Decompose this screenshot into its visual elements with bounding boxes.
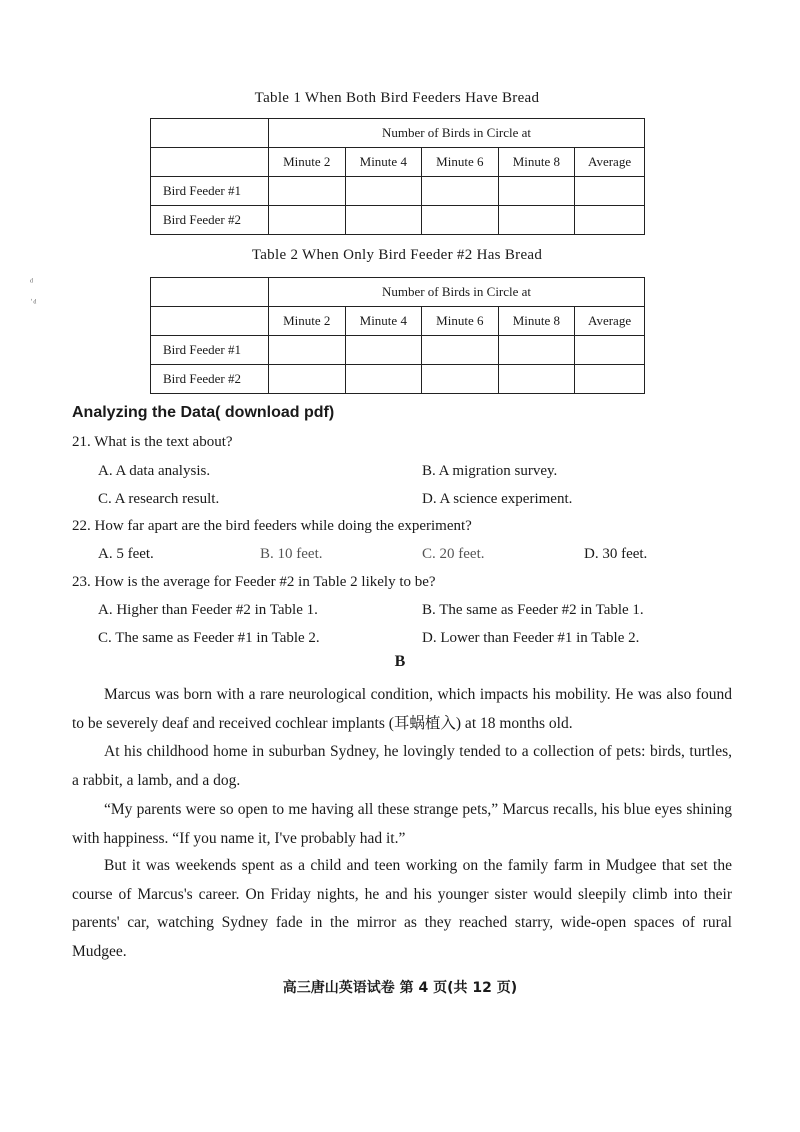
question-option: C. 20 feet. bbox=[422, 546, 485, 562]
question-option: D. 30 feet. bbox=[584, 546, 648, 562]
table2-col-header: Average bbox=[575, 307, 645, 336]
table1 bbox=[150, 118, 645, 235]
table-cell bbox=[269, 206, 346, 235]
table2-col-header: Minute 4 bbox=[345, 307, 422, 336]
question-option: C. The same as Feeder #1 in Table 2. bbox=[98, 630, 320, 646]
table1-corner bbox=[151, 119, 269, 148]
margin-mark: ᵈ bbox=[30, 277, 34, 288]
passage-paragraph: But it was weekends spent as a child and teen working on the family farm in Mudgee that set the course of Marcus's career. On Friday nights, he and his younger sister would sleepily climb into their parents' car, watching Sydney fade in the mirror as they reached starry, wide-open spaces of rural Mudgee. bbox=[72, 857, 732, 960]
table2-col-header: Minute 2 bbox=[269, 307, 346, 336]
table-cell bbox=[345, 177, 422, 206]
table1-row-label: Bird Feeder #1 bbox=[151, 177, 269, 206]
table1-row-label: Bird Feeder #2 bbox=[151, 206, 269, 235]
table1-col-header: Minute 6 bbox=[422, 148, 499, 177]
table2-row-label: Bird Feeder #1 bbox=[151, 336, 269, 365]
question-option: D. A science experiment. bbox=[422, 491, 573, 507]
table-cell bbox=[269, 177, 346, 206]
table-cell bbox=[498, 206, 575, 235]
table-cell bbox=[575, 206, 645, 235]
table-cell bbox=[498, 177, 575, 206]
passage-paragraph: At his childhood home in suburban Sydney, he lovingly tended to a collection of pets: birds, turtles, a rabbit, a lamb, and a dog. bbox=[72, 743, 732, 789]
table1-corner-2 bbox=[151, 148, 269, 177]
table-cell bbox=[575, 365, 645, 394]
table-cell bbox=[498, 365, 575, 394]
table2-row-label: Bird Feeder #2 bbox=[151, 365, 269, 394]
table2-col-header: Minute 8 bbox=[498, 307, 575, 336]
margin-mark: ˈᵈ bbox=[30, 298, 37, 309]
question-option: A. A data analysis. bbox=[98, 463, 211, 479]
table1-group-header: Number of Birds in Circle at bbox=[269, 119, 645, 148]
table2-group-header: Number of Birds in Circle at bbox=[269, 278, 645, 307]
question-stem: 21. What is the text about? bbox=[72, 434, 233, 450]
table2-col-header: Minute 6 bbox=[422, 307, 499, 336]
table-cell bbox=[498, 336, 575, 365]
question-option: B. A migration survey. bbox=[422, 463, 558, 479]
table-cell bbox=[345, 206, 422, 235]
table2-corner-2 bbox=[151, 307, 269, 336]
section-heading: Analyzing the Data( download pdf) bbox=[72, 404, 335, 421]
question-option: B. The same as Feeder #2 in Table 1. bbox=[422, 602, 644, 618]
passage-paragraph: “My parents were so open to me having all these strange pets,” Marcus recalls, his blue eyes shining with happiness. “If you name it, I've probably had it.” bbox=[72, 801, 732, 847]
table-cell bbox=[422, 336, 499, 365]
question-option: D. Lower than Feeder #1 in Table 2. bbox=[422, 630, 640, 646]
table-cell bbox=[422, 177, 499, 206]
table2-caption: Table 2 When Only Bird Feeder #2 Has Bread bbox=[251, 247, 543, 263]
table-cell bbox=[575, 177, 645, 206]
question-option: C. A research result. bbox=[98, 491, 220, 507]
table1-col-header: Average bbox=[575, 148, 645, 177]
table1-col-header: Minute 4 bbox=[345, 148, 422, 177]
table-cell bbox=[422, 206, 499, 235]
page-footer: 高三唐山英语试卷 第 4 页(共 12 页) bbox=[282, 980, 518, 996]
table-cell bbox=[422, 365, 499, 394]
table-cell bbox=[269, 336, 346, 365]
passage-paragraph: Marcus was born with a rare neurological condition, which impacts his mobility. He was also found to be severely deaf and received cochlear implants (耳蜗植入) at 18 months old. bbox=[72, 686, 732, 732]
question-option: B. 10 feet. bbox=[260, 546, 323, 562]
table1-caption: Table 1 When Both Bird Feeders Have Bread bbox=[254, 90, 540, 106]
table1-col-header: Minute 2 bbox=[269, 148, 346, 177]
question-stem: 23. How is the average for Feeder #2 in Table 2 likely to be? bbox=[72, 574, 436, 590]
table2-corner bbox=[151, 278, 269, 307]
table-row bbox=[151, 206, 645, 235]
table-cell bbox=[345, 336, 422, 365]
table-cell bbox=[345, 365, 422, 394]
question-option: A. 5 feet. bbox=[98, 546, 154, 562]
table-cell bbox=[269, 365, 346, 394]
table-cell bbox=[575, 336, 645, 365]
table-row bbox=[151, 177, 645, 206]
question-stem: 22. How far apart are the bird feeders while doing the experiment? bbox=[72, 518, 472, 534]
table2 bbox=[150, 277, 645, 394]
table-row bbox=[151, 365, 645, 394]
section-b-heading: B bbox=[394, 653, 406, 670]
question-option: A. Higher than Feeder #2 in Table 1. bbox=[98, 602, 318, 618]
table1-col-header: Minute 8 bbox=[498, 148, 575, 177]
table-row bbox=[151, 336, 645, 365]
